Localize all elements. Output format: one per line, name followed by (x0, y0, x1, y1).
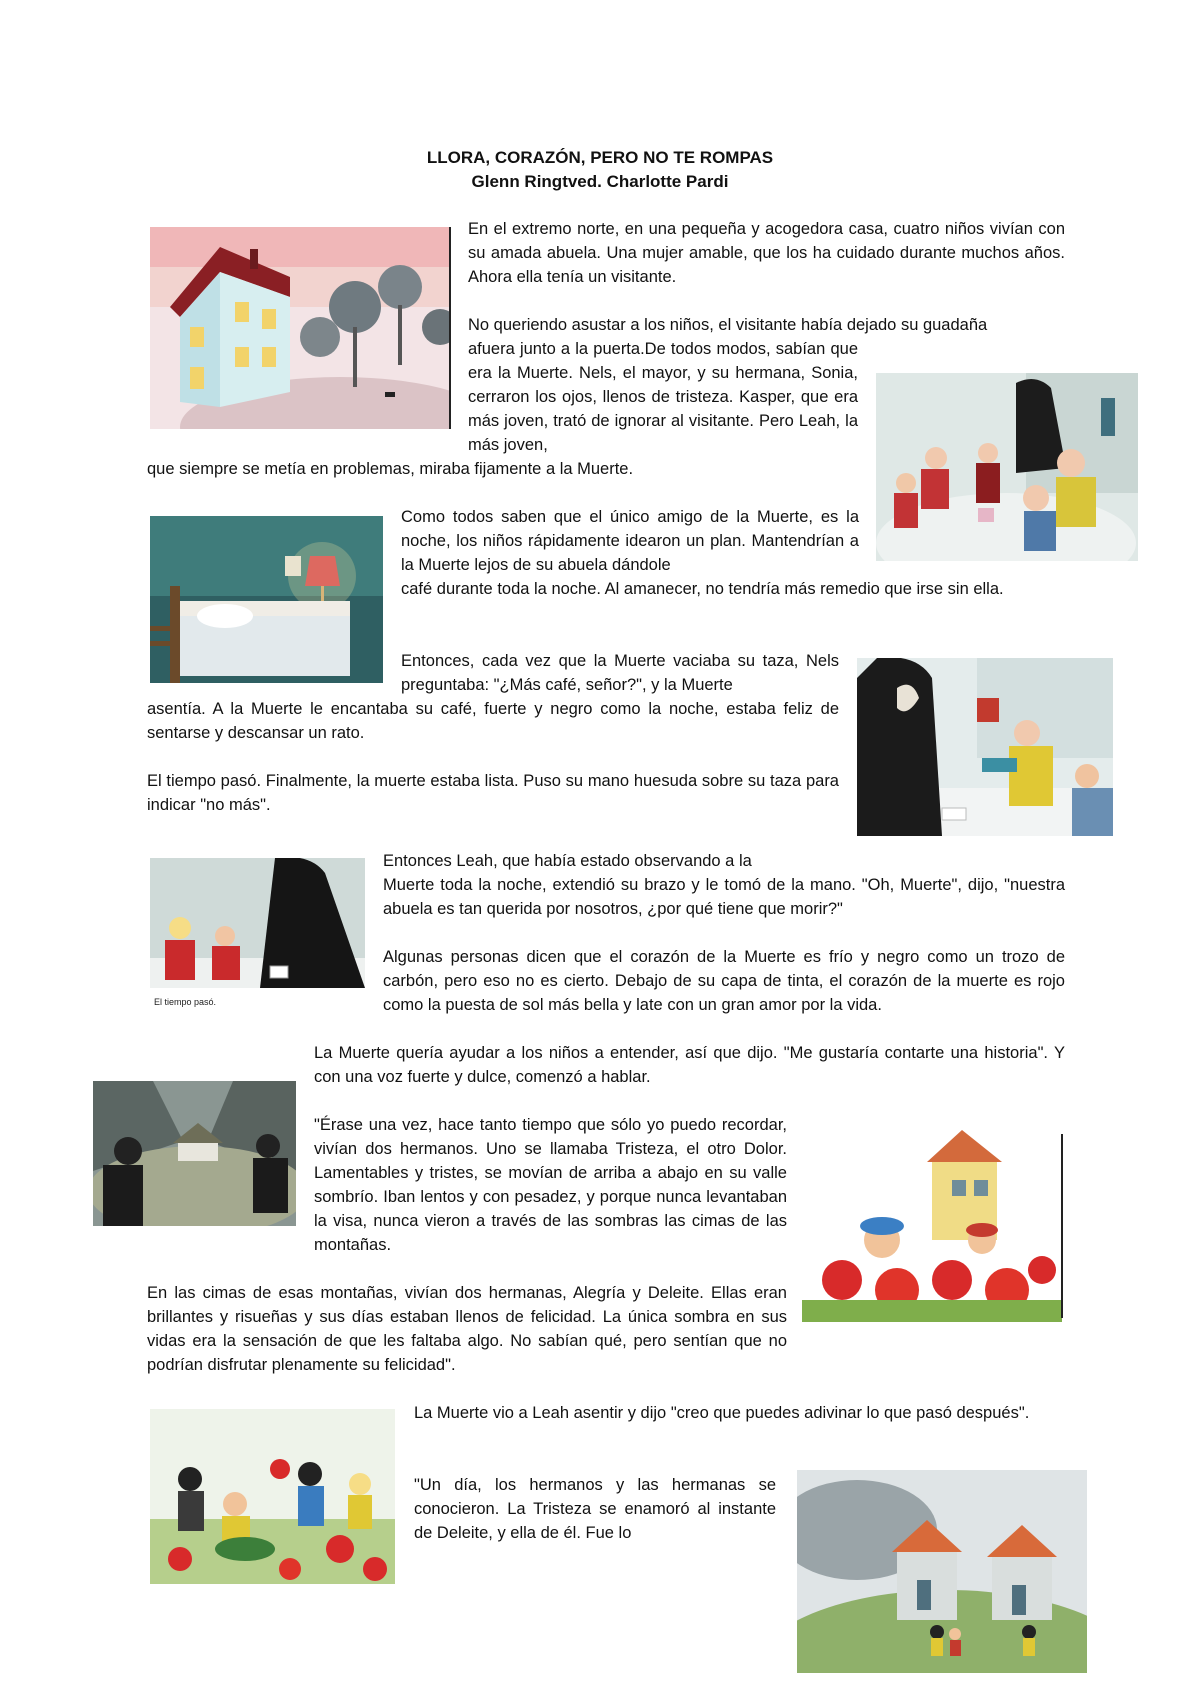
story-title: LLORA, CORAZÓN, PERO NO TE ROMPAS (426, 148, 774, 167)
illustration-valley (93, 1081, 296, 1226)
paragraph-2b: afuera junto a la puerta.De todos modos, sabían que era la Muerte. Nels, el mayor, y su hermana, Sonia, cerraron los ojos, llenos de tristeza. Kasper, que era más joven, trató de ignorar al visitante. Pero Leah, la más joven, (468, 340, 858, 454)
paragraph-8: La Muerte quería ayudar a los niños a entender, así que dijo. "Me gustaría contarte una historia". Y con una voz fuerte y dulce, comenzó a hablar. (314, 1044, 1065, 1086)
image-rule (449, 227, 451, 429)
paragraph-12: "Un día, los hermanos y las hermanas se conocieron. La Tristeza se enamoró al instante de Deleite, y ella de él. Fue lo (414, 1476, 776, 1542)
illustration-kids-table (876, 373, 1138, 561)
paragraph-1: En el extremo norte, en una pequeña y acogedora casa, cuatro niños vivían con su amada abuela. Una mujer amable, que los ha cuidado durante muchos años. Ahora ella tenía un visitante. (468, 220, 1065, 286)
paragraph-11: La Muerte vio a Leah asentir y dijo "creo que puedes adivinar lo que pasó después". (414, 1404, 1030, 1422)
illustration-death-coffee (857, 658, 1113, 836)
paragraph-3b: café durante toda la noche. Al amanecer, no tendría más remedio que irse sin ella. (401, 580, 1004, 598)
paragraph-6a: Entonces Leah, que había estado observando a la (383, 852, 752, 870)
illustration-time-passed (150, 858, 365, 1004)
paragraph-4b: asentía. A la Muerte le encantaba su café, fuerte y negro como la noche, estaba feliz de sentarse y descansar un rato. (147, 700, 839, 742)
paragraph-3a: Como todos saben que el único amigo de la Muerte, es la noche, los niños rápidamente idearon un plan. Mantendrían a la Muerte lejos de su abuela dándole (401, 508, 859, 574)
paragraph-5: El tiempo pasó. Finalmente, la muerte estaba lista. Puso su mano huesuda sobre su taza para indicar "no más". (147, 772, 839, 814)
paragraph-9: "Érase una vez, hace tanto tiempo que sólo yo puedo recordar, vivían dos hermanos. Uno se llamaba Tristeza, el otro Dolor. Lamentables y tristes, se movían de arriba a abajo en su valle sombrío. Iban lentos y con pesadez, y porque nunca levantaban la visa, nunca vieron a través de las sombras las cimas de las montañas. (314, 1116, 787, 1254)
image-rule-2 (1061, 1134, 1063, 1318)
paragraph-6b: Muerte toda la noche, extendió su brazo y le tomó de la mano. "Oh, Muerte", dijo, "nuestra abuela es tan querida por nosotros, ¿por qué tiene que morir?" (383, 876, 1065, 918)
paragraph-2a: No queriendo asustar a los niños, el visitante había dejado su guadaña (468, 316, 988, 334)
illustration-two-houses (797, 1470, 1087, 1673)
paragraph-10: En las cimas de esas montañas, vivían dos hermanas, Alegría y Deleite. Ellas eran brillantes y risueñas y sus días estaban llenos de felicidad. La única sombra en sus vidas era la sensación de que les faltaba algo. No sabían qué, pero sentían que no podrían disfrutar plenamente su felicidad". (147, 1284, 787, 1374)
illustration-flowers-house (802, 1130, 1062, 1322)
paragraph-4a: Entonces, cada vez que la Muerte vaciaba su taza, Nels preguntaba: "¿Más café, señor?", y la Muerte (401, 652, 839, 694)
story-authors: Glenn Ringtved. Charlotte Pardi (471, 172, 729, 191)
image-caption: El tiempo pasó. (154, 997, 217, 1007)
illustration-bedroom (150, 516, 383, 683)
illustration-garden (150, 1409, 395, 1584)
paragraph-2c: que siempre se metía en problemas, miraba fijamente a la Muerte. (147, 460, 634, 478)
illustration-house (150, 227, 450, 429)
paragraph-7: Algunas personas dicen que el corazón de la Muerte es frío y negro como un trozo de carbón, pero eso no es cierto. Debajo de su capa de tinta, el corazón de la muerte es rojo como la puesta de sol más bella y late con un gran amor por la vida. (383, 948, 1065, 1014)
